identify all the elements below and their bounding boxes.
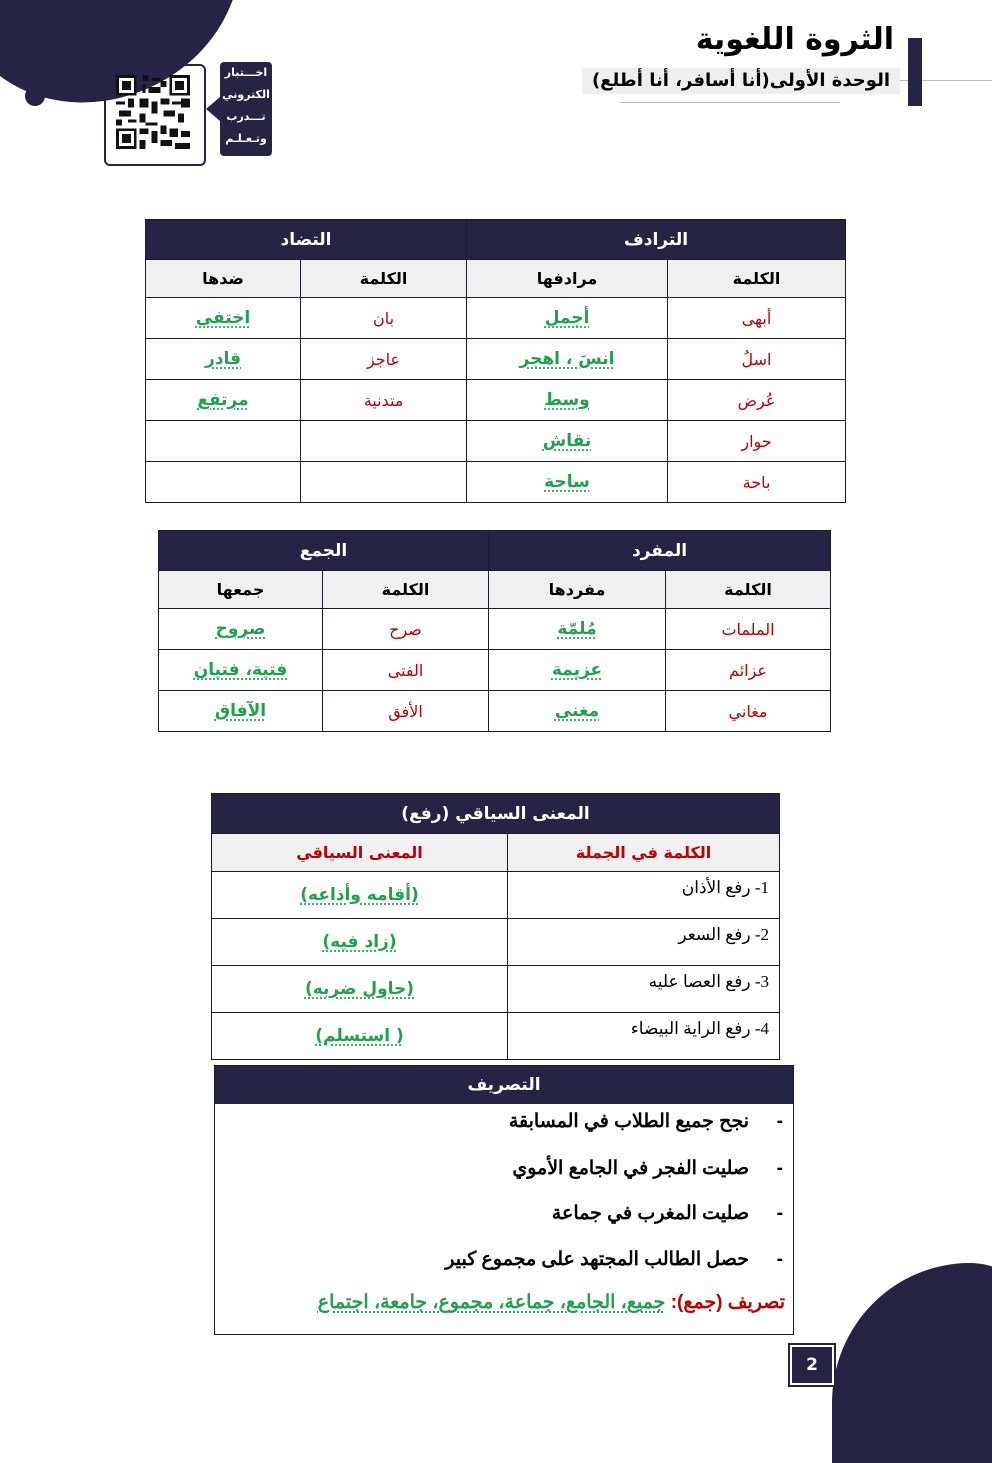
col-meaning: المعنى السياقي (212, 834, 508, 872)
conjugation-result (318, 1291, 785, 1314)
table-row (146, 339, 846, 380)
corner-blob-bottom-right (832, 1263, 992, 1463)
word-cell: الأفق (323, 691, 489, 732)
word-cell (301, 462, 467, 503)
synonym-answer: أجمل (544, 308, 590, 328)
meaning-answer: ( استسلم) (315, 1026, 404, 1046)
decor-dot (48, 76, 60, 88)
word-cell: مغاني (666, 691, 831, 732)
conjugation-box (214, 1065, 794, 1335)
sentence-item: -حصل الطالب المجتهد على مجموع كبير (445, 1249, 783, 1270)
quiz-line: وتـعـلـم (225, 132, 267, 145)
table-row (212, 966, 780, 1013)
singular-plural-table (158, 530, 831, 732)
table-row (146, 421, 846, 462)
word-cell: بان (301, 298, 467, 339)
table-row (159, 609, 831, 650)
col-word: الكلمة (668, 260, 846, 298)
word-cell: أبهى (668, 298, 846, 339)
col-word: الكلمة (323, 571, 489, 609)
qr-code-icon[interactable] (116, 75, 190, 149)
table-row (212, 872, 780, 919)
plural-answer: فتية، فتيان (193, 660, 288, 680)
context-meaning-header: المعنى السياقي (رفع) (212, 794, 780, 834)
phrase-cell: 2- رفع السعر (508, 919, 780, 966)
col-plural: جمعها (159, 571, 323, 609)
col-phrase: الكلمة في الجملة (508, 834, 780, 872)
quiz-line: تـــدرب (226, 110, 266, 123)
antonym-answer: قادر (204, 349, 242, 369)
word-cell (301, 421, 467, 462)
synonym-answer: وسط (544, 390, 590, 410)
word-cell: الملمات (666, 609, 831, 650)
unit-subtitle: الوحدة الأولى(أنا أسافر، أنا أطلع) (582, 68, 900, 94)
singular-answer: عزيمة (551, 660, 603, 680)
table-row (159, 650, 831, 691)
phrase-cell: 4- رفع الراية البيضاء (508, 1013, 780, 1060)
phrase-cell: 1- رفع الأذان (508, 872, 780, 919)
col-word: الكلمة (666, 571, 831, 609)
sentence-item: -نجح جميع الطلاب في المسابقة (508, 1111, 783, 1132)
word-cell: صرح (323, 609, 489, 650)
singular-header: المفرد (489, 531, 831, 571)
header-rule (620, 102, 840, 103)
synonyms-header: الترادف (467, 220, 846, 260)
header-accent-bar (908, 38, 922, 106)
decor-dot (942, 1303, 956, 1317)
synonym-answer: ساحة (544, 472, 590, 492)
decor-dot (25, 86, 45, 106)
page-number: 2 (790, 1345, 834, 1385)
table-row (146, 380, 846, 421)
result-label: تصريف (جمع): (670, 1292, 785, 1313)
decor-dot (70, 62, 84, 76)
quiz-line: اخـــتبار (224, 66, 268, 79)
word-cell: عاجز (301, 339, 467, 380)
col-singular: مفردها (489, 571, 666, 609)
meaning-answer: (أقامه وأذاعه) (300, 885, 419, 905)
word-cell: عزائم (666, 650, 831, 691)
col-word: الكلمة (301, 260, 467, 298)
antonym-answer: مرتفع (197, 390, 249, 410)
word-cell: عُرض (668, 380, 846, 421)
synonyms-antonyms-table (145, 219, 846, 503)
word-cell: اسلُ (668, 339, 846, 380)
table-row (212, 919, 780, 966)
meaning-answer: (زاد فيه) (322, 932, 397, 952)
page-title: الثروة اللغوية (695, 22, 894, 57)
plural-answer: الآفاق (214, 701, 267, 721)
result-answer: جميع، الجامع، جماعة، مجموع، جامعة، اجتماع (317, 1292, 666, 1313)
table-row (159, 691, 831, 732)
word-cell: متدنية (301, 380, 467, 421)
decor-dot (922, 1318, 934, 1330)
plural-header: الجمع (159, 531, 489, 571)
singular-answer: مغنى (554, 701, 600, 721)
plural-answer: صروح (215, 619, 266, 639)
table-row (212, 1013, 780, 1060)
col-synonym: مرادفها (467, 260, 668, 298)
synonym-answer: نقاش (542, 431, 592, 451)
word-cell: حوار (668, 421, 846, 462)
antonyms-header: التضاد (146, 220, 467, 260)
table-row (146, 462, 846, 503)
quiz-line: الكتروني (222, 88, 270, 101)
table-row (146, 298, 846, 339)
sentence-item: -صليت المغرب في جماعة (551, 1203, 783, 1224)
antonym-answer: اختفى (195, 308, 251, 328)
quiz-badge[interactable] (220, 62, 272, 156)
phrase-cell: 3- رفع العصا عليه (508, 966, 780, 1013)
col-antonym: ضدها (146, 260, 301, 298)
synonym-answer: انسَ ، اهجر (519, 349, 615, 369)
context-meaning-table (211, 793, 780, 1060)
quiz-pointer (206, 97, 220, 121)
conjugation-header: التصريف (215, 1066, 793, 1104)
sentence-item: -صليت الفجر في الجامع الأموي (512, 1158, 783, 1179)
meaning-answer: (حاول ضربه) (304, 979, 415, 999)
word-cell: الفتى (323, 650, 489, 691)
singular-answer: مُلمّة (557, 619, 597, 639)
word-cell: باحة (668, 462, 846, 503)
decor-dot (900, 1328, 920, 1348)
